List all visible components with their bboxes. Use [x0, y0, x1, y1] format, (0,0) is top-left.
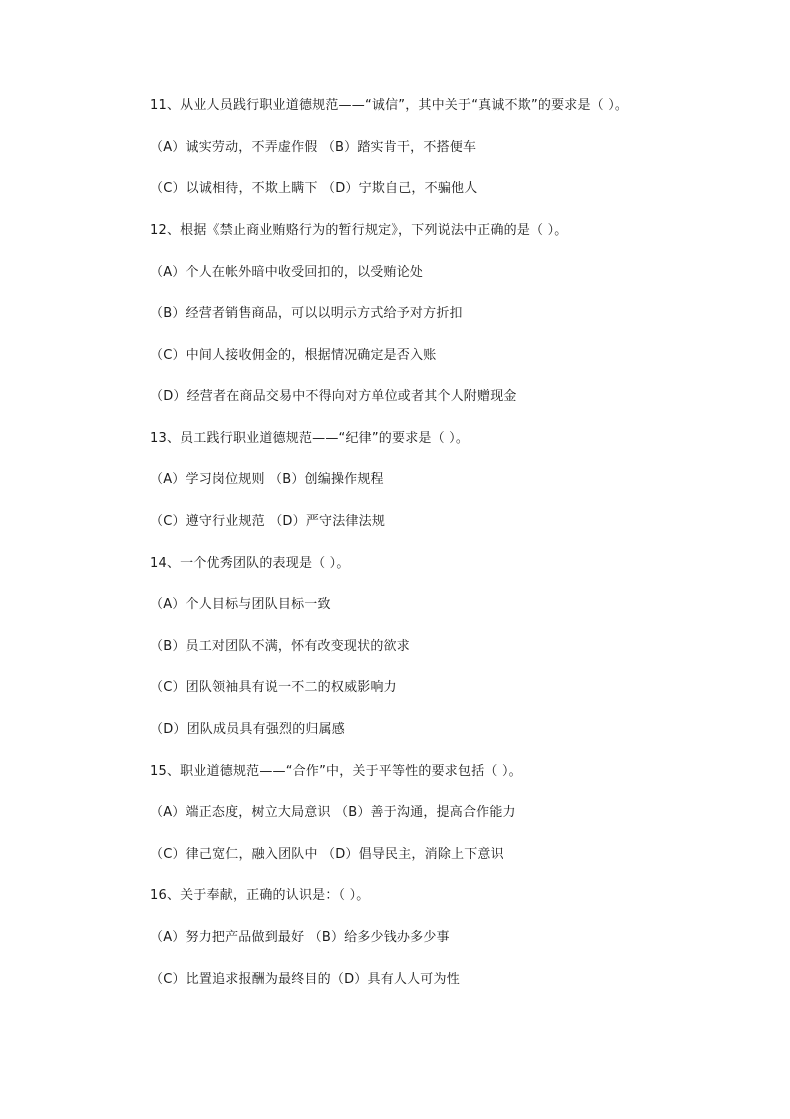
question-16-stem: 16、关于奉献，正确的认识是：（ ）。 [150, 888, 370, 903]
question-13-options-ab: （A）学习岗位规则 （B）创编操作规程 [150, 472, 384, 487]
question-12-option-c: （C）中间人接收佣金的，根据情况确定是否入账 [150, 348, 437, 363]
question-11-options-cd: （C）以诚相待，不欺上瞒下 （D）宁欺自己，不骗他人 [150, 181, 478, 196]
question-14-option-d: （D）团队成员具有强烈的归属感 [150, 722, 346, 737]
question-11-options-ab: （A）诚实劳动，不弄虚作假 （B）踏实肯干，不搭便车 [150, 140, 477, 155]
question-11-stem: 11、从业人员践行职业道德规范——“诚信”，其中关于“真诚不欺”的要求是（ ）。 [150, 98, 629, 113]
question-14-option-c: （C）团队领袖具有说一不二的权威影响力 [150, 680, 397, 695]
question-13-options-cd: （C）遵守行业规范 （D）严守法律法规 [150, 514, 386, 529]
question-16-options-ab: （A）努力把产品做到最好 （B）给多少钱办多少事 [150, 930, 450, 945]
question-14-option-a: （A）个人目标与团队目标一致 [150, 597, 331, 612]
question-14-stem: 14、一个优秀团队的表现是（ ）。 [150, 556, 350, 571]
question-12-option-a: （A）个人在帐外暗中收受回扣的，以受贿论处 [150, 265, 424, 280]
question-12-option-b: （B）经营者销售商品，可以以明示方式给予对方折扣 [150, 306, 463, 321]
question-13-stem: 13、员工践行职业道德规范——“纪律”的要求是（ ）。 [150, 431, 470, 446]
question-12-option-d: （D）经营者在商品交易中不得向对方单位或者其个人附赠现金 [150, 389, 517, 404]
question-15-options-ab: （A）端正态度，树立大局意识 （B）善于沟通，提高合作能力 [150, 805, 516, 820]
question-12-stem: 12、根据《禁止商业贿赂行为的暂行规定》，下列说法中正确的是（ ）。 [150, 223, 568, 238]
question-15-stem: 15、职业道德规范——“合作”中，关于平等性的要求包括（ ）。 [150, 764, 522, 779]
question-16-options-cd: （C）比置追求报酬为最终目的（D）具有人人可为性 [150, 972, 460, 987]
question-15-options-cd: （C）律己宽仁，融入团队中 （D）倡导民主，消除上下意识 [150, 847, 504, 862]
question-14-option-b: （B）员工对团队不满，怀有改变现状的欲求 [150, 639, 410, 654]
